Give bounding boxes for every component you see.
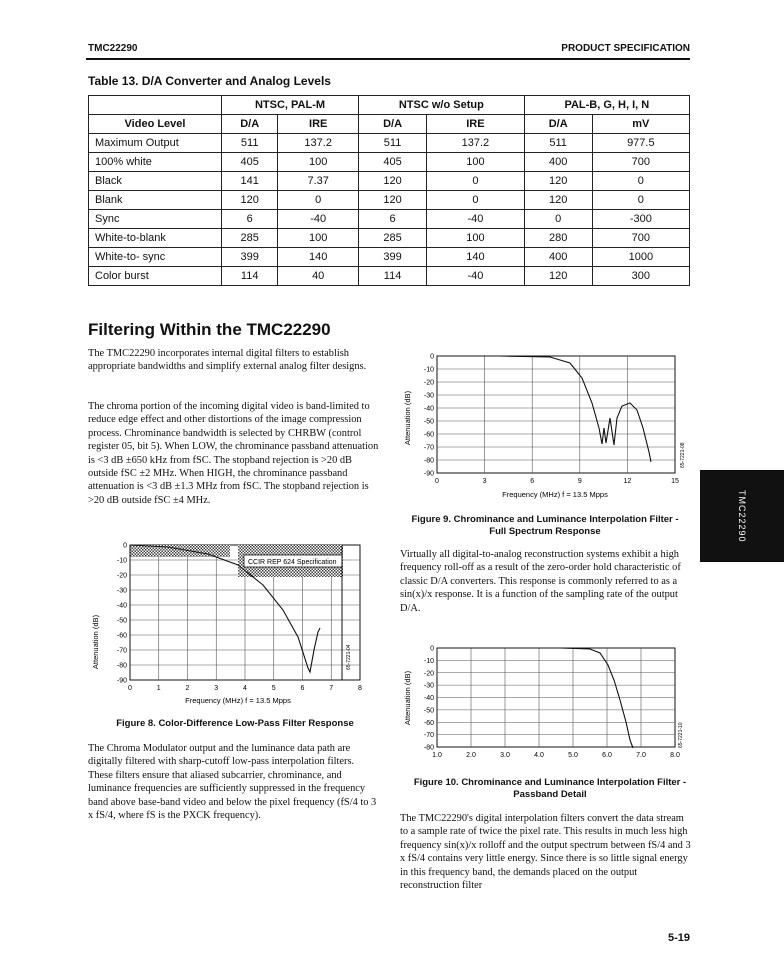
table-group-header-row <box>89 96 690 115</box>
figure-10-code: 65-7221-10 <box>678 722 684 748</box>
y-tick-label: -20 <box>423 670 434 678</box>
paragraph-intro: The TMC22290 incorporates internal digital filters to establish appropriate bandwidths and simplify external analog filter designs. <box>88 348 367 373</box>
table-cell: 120 <box>359 191 427 210</box>
figure-10-ylabel: Attenuation (dB) <box>403 670 412 726</box>
row-label-cell: White-to-blank <box>89 229 222 248</box>
x-tick-label: 2.0 <box>466 752 476 759</box>
table-cell: 400 <box>524 248 592 267</box>
table-cell: 120 <box>524 191 592 210</box>
y-tick-label: -40 <box>423 405 434 413</box>
side-tab-label: TMC22290 <box>737 489 747 543</box>
paragraph-interpolation: The Chroma Modulator output and the luminance data path are digitally filtered with sharp-cutoff low-pass interpolation filters. These filters ensure that aliased subcarrier, chrominance, and luminance frequencies are sufficiently suppressed in the frequency band above base-band video and below the pixel frequency (fS/4 to 3 x fS/4, where fS is the PXCK frequency). <box>88 743 377 822</box>
table-cell: -300 <box>592 210 689 229</box>
y-tick-label: -80 <box>423 744 434 752</box>
x-tick-label: 2 <box>185 685 190 692</box>
row-label-cell: 100% white <box>89 153 222 172</box>
y-tick-label: 0 <box>430 353 434 361</box>
row-label-cell: White-to- sync <box>89 248 222 267</box>
table-cell: 120 <box>222 191 278 210</box>
figure-10-chart <box>400 640 690 770</box>
y-tick-label: -50 <box>116 617 127 625</box>
table-cell: 0 <box>524 210 592 229</box>
header-rule <box>86 58 690 60</box>
table-row <box>89 248 690 267</box>
y-tick-label: -70 <box>423 732 434 740</box>
x-tick-label: 8.0 <box>670 752 680 759</box>
x-tick-label: 4.0 <box>534 752 544 759</box>
y-tick-label: -80 <box>423 457 434 465</box>
y-tick-label: -20 <box>116 572 127 580</box>
x-tick-label: 6 <box>530 478 535 485</box>
y-tick-label: -10 <box>423 657 434 665</box>
table-cell: 40 <box>278 267 359 286</box>
table-cell: 0 <box>592 172 689 191</box>
table-cell: 100 <box>427 153 525 172</box>
table-cell: 100 <box>278 229 359 248</box>
x-tick-label: 5.0 <box>568 752 578 759</box>
table-cell: 405 <box>359 153 427 172</box>
table-cell: 399 <box>359 248 427 267</box>
row-label-cell: Blank <box>89 191 222 210</box>
y-tick-label: -20 <box>423 379 434 387</box>
table-row <box>89 267 690 286</box>
dac-levels-table <box>88 95 690 286</box>
section-heading: Filtering Within the TMC22290 <box>88 320 331 339</box>
y-tick-label: -60 <box>116 632 127 640</box>
y-tick-label: -90 <box>423 470 434 478</box>
table-body <box>89 134 690 286</box>
table-cell: 1000 <box>592 248 689 267</box>
table-cell: 120 <box>524 267 592 286</box>
table-cell: 6 <box>359 210 427 229</box>
column-header: Video Level <box>89 115 222 134</box>
table-corner-cell <box>89 96 222 115</box>
table-row <box>89 134 690 153</box>
table-cell: -40 <box>278 210 359 229</box>
x-tick-label: 9 <box>577 478 582 485</box>
table-cell: 137.2 <box>427 134 525 153</box>
figure-8-caption: Figure 8. Color-Difference Low-Pass Filter Response <box>116 718 354 729</box>
x-tick-label: 15 <box>671 478 679 485</box>
table-column-header-row <box>89 115 690 134</box>
table-cell: -40 <box>427 267 525 286</box>
paragraph-chroma-bandwidth: The chroma portion of the incoming digital video is band-limited to reduce edge effect and other distortions of the image compression process. Chrominance bandwidth is selected by CHRBW (control register 05, bit 5). When LOW, the chrominance passband attenuation is <3 dB ±650 kHz from fSC. The stopband rejection is >20 dB outside fSC ±2 MHz. When HIGH, the chrominance passband attenuation is <3 dB ±1.3 MHz from fSC. The stopband rejection is >20 dB outside fSC ±4 MHz. <box>88 401 379 506</box>
table-cell: 511 <box>524 134 592 153</box>
side-tab <box>700 470 784 562</box>
x-tick-label: 1 <box>156 685 161 692</box>
x-tick-label: 0 <box>128 685 132 692</box>
page-number: 5-19 <box>667 932 690 944</box>
column-header: IRE <box>278 115 359 134</box>
paragraph-reconstruction: Virtually all digital-to-analog reconstruction systems exhibit a high frequency roll-off as a result of the zero-order hold characteristic of classic D/A converters. This response is commonly referred to as a sin(x)/x response. It is a function of the sampling rate of the output D/A. <box>400 549 681 614</box>
figure-8-ylabel: Attenuation (dB) <box>91 614 100 670</box>
y-tick-label: -10 <box>423 366 434 374</box>
figure-8-spec-mask <box>130 545 230 557</box>
x-tick-label: 3.0 <box>500 752 510 759</box>
x-tick-label: 4 <box>243 685 247 692</box>
table-cell: 0 <box>592 191 689 210</box>
figure-9-xlabel: Frequency (MHz) f = 13.5 Mpps <box>502 490 608 499</box>
table-cell: 300 <box>592 267 689 286</box>
x-tick-label: 3 <box>214 685 219 692</box>
table-cell: 405 <box>222 153 278 172</box>
table-cell: 120 <box>359 172 427 191</box>
table-cell: -40 <box>427 210 525 229</box>
table-cell: 137.2 <box>278 134 359 153</box>
y-tick-label: -50 <box>423 418 434 426</box>
y-tick-label: -30 <box>423 682 434 690</box>
group-header-pal: PAL-B, G, H, I, N <box>524 96 689 115</box>
column-header: IRE <box>427 115 525 134</box>
table-cell: 114 <box>359 267 427 286</box>
table-row <box>89 153 690 172</box>
figure-9-response-curve <box>437 356 651 462</box>
row-label-cell: Sync <box>89 210 222 229</box>
y-tick-label: -30 <box>423 392 434 400</box>
y-tick-label: -30 <box>116 587 127 595</box>
group-header-ntsc-no-setup: NTSC w/o Setup <box>359 96 525 115</box>
table-row <box>89 191 690 210</box>
table-cell: 100 <box>427 229 525 248</box>
figure-8-legend: CCIR REP 624 Specification <box>248 559 337 566</box>
figure-8-code: 65-7221-04 <box>346 644 352 670</box>
y-tick-label: -40 <box>116 602 127 610</box>
figure-8-xlabel: Frequency (MHz) f = 13.5 Mpps <box>185 696 291 705</box>
column-header: D/A <box>222 115 278 134</box>
x-tick-label: 0 <box>435 478 439 485</box>
row-label-cell: Maximum Output <box>89 134 222 153</box>
table-cell: 141 <box>222 172 278 191</box>
table-cell: 6 <box>222 210 278 229</box>
group-header-ntsc-palm: NTSC, PAL-M <box>222 96 359 115</box>
header-part-number: TMC22290 <box>88 43 138 54</box>
column-header: mV <box>592 115 689 134</box>
figure-9-grid <box>424 354 679 486</box>
table-cell: 511 <box>359 134 427 153</box>
row-label-cell: Black <box>89 172 222 191</box>
y-tick-label: -80 <box>116 662 127 670</box>
table-cell: 140 <box>278 248 359 267</box>
column-header: D/A <box>359 115 427 134</box>
y-tick-label: -70 <box>116 647 127 655</box>
figure-9-code: 65-7221-08 <box>680 442 686 468</box>
figure-10-caption: Figure 10. Chrominance and Luminance Interpolation Filter - Passband Detail <box>413 777 687 800</box>
x-tick-label: 12 <box>623 478 632 485</box>
table-cell: 120 <box>524 172 592 191</box>
y-tick-label: -10 <box>116 557 127 565</box>
table-cell: 511 <box>222 134 278 153</box>
x-tick-label: 5 <box>271 685 276 692</box>
row-label-cell: Color burst <box>89 267 222 286</box>
figure-10-response-curve <box>437 648 633 748</box>
column-header: D/A <box>524 115 592 134</box>
table-cell: 700 <box>592 153 689 172</box>
x-tick-label: 6.0 <box>602 752 612 759</box>
table-row <box>89 210 690 229</box>
y-tick-label: 0 <box>123 542 127 550</box>
table-cell: 0 <box>427 172 525 191</box>
x-tick-label: 8 <box>358 685 362 692</box>
y-tick-label: 0 <box>430 645 434 653</box>
y-tick-label: -90 <box>116 677 127 685</box>
y-tick-label: -70 <box>423 444 434 452</box>
y-tick-label: -60 <box>423 719 434 727</box>
figure-9-caption: Figure 9. Chrominance and Luminance Interpolation Filter - Full Spectrum Response <box>411 514 679 537</box>
table-cell: 0 <box>278 191 359 210</box>
y-tick-label: -60 <box>423 431 434 439</box>
figure-9-chart <box>400 348 690 508</box>
table-row <box>89 229 690 248</box>
table-cell: 114 <box>222 267 278 286</box>
x-tick-label: 6 <box>300 685 305 692</box>
table-cell: 285 <box>359 229 427 248</box>
table-cell: 399 <box>222 248 278 267</box>
y-tick-label: -40 <box>423 695 434 702</box>
table-cell: 400 <box>524 153 592 172</box>
table-cell: 280 <box>524 229 592 248</box>
x-tick-label: 7 <box>329 685 334 692</box>
figure-9-ylabel: Attenuation (dB) <box>403 390 412 446</box>
table-cell: 0 <box>427 191 525 210</box>
table-cell: 7.37 <box>278 172 359 191</box>
table-cell: 285 <box>222 229 278 248</box>
table-cell: 140 <box>427 248 525 267</box>
table-cell: 700 <box>592 229 689 248</box>
x-tick-label: 7.0 <box>636 752 646 759</box>
table-row <box>89 172 690 191</box>
y-tick-label: -50 <box>423 707 434 715</box>
table-cell: 977.5 <box>592 134 689 153</box>
table-cell: 100 <box>278 153 359 172</box>
x-tick-label: 1.0 <box>432 752 442 759</box>
figure-8-chart <box>88 540 388 712</box>
paragraph-interpolation-output: The TMC22290's digital interpolation filters convert the data stream to a sample rate of twice the pixel rate. This results in much less high frequency sin(x)/x rolloff and the output spectrum between fS/4 and 3 x fS/4 contains very little energy. Since there is so little signal energy in this frequency band, the demands placed on the output reconstruction filter <box>400 813 691 892</box>
figure-10-grid <box>424 646 680 760</box>
x-tick-label: 3 <box>482 478 487 485</box>
header-document-type: PRODUCT SPECIFICATION <box>561 43 690 54</box>
plot-frame <box>437 356 675 473</box>
table-title: Table 13. D/A Converter and Analog Levels <box>88 74 331 88</box>
